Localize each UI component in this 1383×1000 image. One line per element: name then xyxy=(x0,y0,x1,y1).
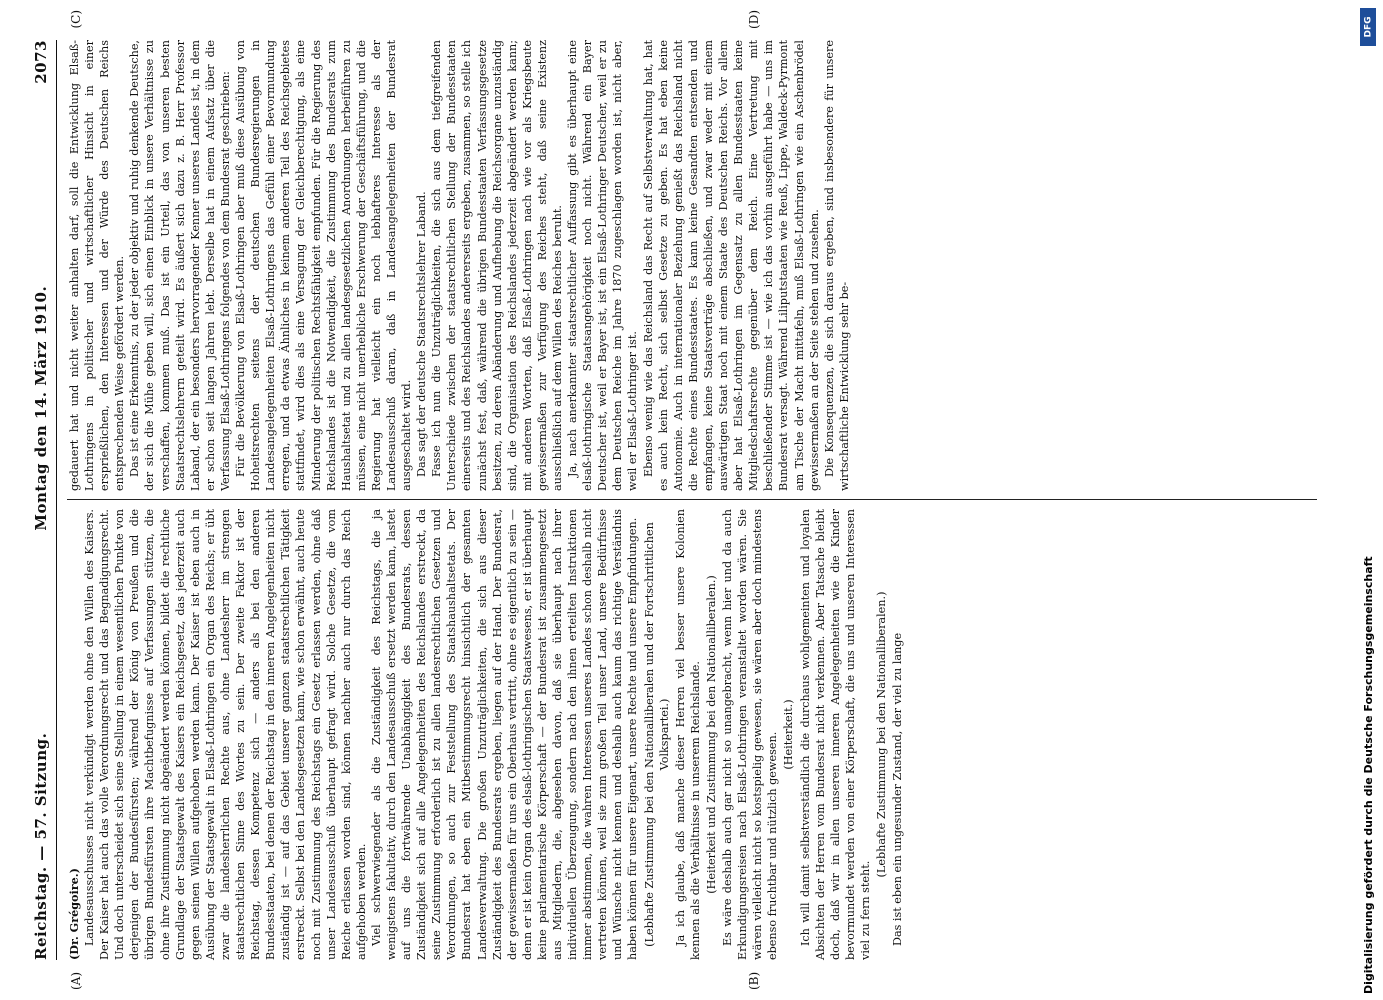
dfg-logo-text: DFG xyxy=(1363,16,1374,38)
interjection: (Lebhafte Zustimmung bei den Nationalliberalen und der Fortschrittlichen Volkspartei.) xyxy=(642,522,671,947)
interjection: (Heiterkeit und Zustimmung bei den Nationalliberalen.) xyxy=(704,575,718,894)
margin-marker-a: (A) xyxy=(69,971,83,990)
paragraph: Ja ich glaube, daß manche dieser Herren viel besser unsere Kolonien kennen als die Verhältnisse in unserem Reichslande. xyxy=(673,509,702,960)
paragraph: Landesausschusses nicht verkündigt werden ohne den Willen des Kaisers. Der Kaiser hat auch das volle Verordnungsrecht und das Begnadigungsrecht. Und doch unterscheidet sich seine Stellung in einem wesentlichen Punkte von derjenigen der Bundesfürsten; während der König von Preußen und die übrigen Bundesfürsten ihre Machtbefugnisse auf Verfassungen stützen, die ohne ihre Zustimmung nicht abgeändert werden können, bildet die rechtliche Grundlage der Staatsgewalt des Kaisers ein Reichsgesetz, das jederzeit auch gegen seinen Willen aufgehoben werden kann. Der Kaiser ist eben auch in Ausübung der Staatsgewalt in Elsaß-Lothringen ein Organ des Reichs; er übt zwar die landesherrlichen Rechte aus, ohne Landesherr im strengen staatsrechtlichen Sinne des Wortes zu sein. Der zweite Faktor ist der Reichstag, dessen Kompetenz sich — anders als bei den anderen Bundesstaaten, bei denen der Reichstag in den inneren Angelegenheiten nicht zuständig ist — auf das Gebiet unserer ganzen staatsrechtlichen Tätigkeit erstreckt. Selbst bei den Landesgesetzen kann, wie schon erwähnt, auch heute noch mit Zustimmung des Reichstags ein Gesetz erlassen werden, ohne daß unser Landesausschuß überhaupt gefragt wird. Solche Gesetze, die vom Reiche erlassen worden sind, können nachher auch nur durch das Reich aufgehoben werden. xyxy=(83,509,368,960)
margin-marker-c: (C) xyxy=(69,10,83,29)
header-left: Reichstag. — 57. Sitzung. xyxy=(32,732,50,960)
paragraph: Für die Bevölkerung von Elsaß-Lothringen aber muß diese Ausübung von Hoheitsrechten seitens der deutschen Bundesregierungen in Landesangelegenheiten Elsaß-Lothringens das Gefühl einer Bevormundung erregen, und da etwas Ähnliches in keinem anderen Teil des Reichsgebietes stattfindet, wird dies als eine Versagung der Gleichberechtigung, als eine Minderung der politischen Rechtsfähigkeit empfunden. Für die Regierung des Reichslandes ist die Notwendigkeit, die Zustimmung des Bundesrats zum Haushaltsetat und zu allen landesgesetzlichen Anordnungen herbeiführen zu müssen, eine nicht unerhebliche Erschwerung der Geschäftsführung, und die Regierung hat vielleicht ein noch lebhafteres Interesse als der Landesausschuß daran, daß in Landesangelegenheiten der Bundesrat ausgeschaltet wird. xyxy=(234,40,414,491)
paragraph: gedauert hat und nicht weiter anhalten darf, soll die Entwicklung Elsaß-Lothringens in politischer und wirtschaftlicher Hinsicht in einer ersprießlichen, den Interessen und der Würde des Deutschen Reichs entsprechenden Weise gefördert werden. xyxy=(68,40,127,491)
dfg-logo-icon xyxy=(1360,8,1376,46)
column-divider xyxy=(67,499,1317,500)
paragraph: Ebenso wenig wie das Reichsland das Recht auf Selbstverwaltung hat, hat es auch kein Recht, sich selbst Gesetze zu geben. Es hat eben keine Autonomie. Auch in internationaler Beziehung genießt das Reichsland nicht die Rechte eines Bundesstaates. Es kann keine Gesandten entsenden und empfangen, keine Staatsverträge abschließen, und zwar weder mit einem auswärtigen Staat noch mit einem Staate des Deutschen Reichs. Vor allem aber hat Elsaß-Lothringen im Gegensatz zu allen Bundesstaaten keine Mitgliedschaftsrechte gegenüber dem Reich. Eine Vertretung mit beschließender Stimme ist — wie ich das vorhin ausgeführt habe — uns im Bundesrat versagt. Während Liliputstaaten wie Reuß, Lippe, Waldeck-Pyrmont am Tische der Macht mittafeln, muß Elsaß-Lothringen wie ein Aschenbrödel gewissermaßen an der Seite stehen und zusehen. xyxy=(641,40,821,491)
paragraph: Das ist eben ein ungesunder Zustand, der viel zu lange xyxy=(891,632,905,946)
paragraph: Ja, nach anerkannter staatsrechtlicher Auffassung gibt es überhaupt eine elsaß-lothringische Staatsangehörigkeit noch nicht. Während ein Bayer Deutscher ist, weil er Bayer ist, ist ein Elsaß-Lothringer Deutscher, weil er zu dem Deutschen Reiche im Jahre 1870 zugeschlagen worden ist, nicht aber, weil er Elsaß-Lothringer ist. xyxy=(566,40,640,491)
paragraph: Viel schwerwiegender als die Zuständigkeit des Reichstags, die ja wenigstens fakultativ, durch den Landesausschuß ersetzt werden kann, lastet auf uns die fortwährende Unabhängigkeit des Bundesrats, dessen Zuständigkeit sich auf alle Angelegenheiten des Reichslandes erstreckt, da seine Zustimmung erforderlich ist zu allen landesrechtlichen Gesetzen und Verordnungen, so auch zur Feststellung des Staatshaushaltsetats. Der Bundesrat hat eben ein Mitbestimmungsrecht hinsichtlich der gesamten Landesverwaltung. Die großen Unzuträglichkeiten, die sich aus dieser Zuständigkeit des Bundesrats ergeben, liegen auf der Hand. Der Bundesrat, der gewissermaßen für uns ein Oberhaus vertritt, ohne es eigentlich zu sein — denn er ist kein Organ des elsaß-lothringischen Staatswesens, er ist überhaupt keine parlamentarische Körperschaft — der Bundesrat ist zusammengesetzt aus Mitgliedern, die, abgesehen davon, daß sie überhaupt nach ihrer individuellen Überzeugung, sondern nach den ihnen erteilten Instruktionen immer abstimmen, die wahren Interessen unseres Landes schon deshalb nicht vertreten können, weil sie zum großen Teil unser Land, unsere Bedürfnisse und Wünsche nicht kennen und deshalb auch kaum das richtige Verständnis haben können für unsere Eigenart, unsere Rechte und unsere Empfindungen. xyxy=(369,509,640,960)
paragraph: Es wäre deshalb auch gar nicht so unangebracht, wenn hier und da auch Erkundigungsreisen nach Elsaß-Lothringen veranstaltet worden wären. Sie wären vielleicht nicht so kostspielig gewesen, sie wären aber doch mindestens ebenso fruchtbar und nützlich gewesen. xyxy=(721,509,780,960)
right-column xyxy=(67,10,1317,491)
header-date: Montag den 14. März 1910. xyxy=(32,285,50,531)
paragraph: Die Konsequenzen, die sich daraus ergeben, sind insbesondere für unsere wirtschaftliche Entwicklung sehr be- xyxy=(822,40,851,491)
page-number: 2073 xyxy=(32,40,50,84)
text-columns xyxy=(67,10,1317,990)
paragraph: Das ist eine Erkenntnis, zu der jeder objektiv und ruhig denkende Deutsche, der sich die Mühe geben will, sich einen Einblick in unsere Verhältnisse zu verschaffen, kommen muß. Das ist ein Urteil, das von unseren besten Staatsrechtslehrern geteilt wird. Es äußert sich dazu z. B. Herr Professor Laband, der ein besonders hervorragender Kenner unseres Landes ist, in dem er schon seit langen Jahren lebt. Derselbe hat in einem Aufsatz über die Verfassung Elsaß-Lothringens folgendes von dem Bundesrat geschrieben: xyxy=(128,40,232,491)
speaker-label: (Dr. Grégoire.) xyxy=(67,868,81,960)
left-column xyxy=(67,509,1317,990)
paragraph: Das sagt der deutsche Staatsrechtslehrer Laband. xyxy=(415,191,429,477)
interjection: (Lebhafte Zustimmung bei den Nationalliberalen.) xyxy=(874,591,888,878)
interjection: (Heiterkeit.) xyxy=(782,699,796,770)
paragraph: Ich will damit selbstverständlich die durchaus wohlgemeinten und loyalen Absichten der Herren vom Bundesrat nicht verkennen. Aber Tatsache bleibt doch, daß wir in allen unseren inneren Angelegenheiten wie die Kinder bevormundet werden von einer Körperschaft, die uns und unseren Interessen viel zu fern steht. xyxy=(798,509,872,960)
page-header xyxy=(28,40,57,960)
paragraph: Fasse ich nun die Unzuträglichkeiten, die sich aus dem tiefgreifenden Unterschiede zwischen der staatsrechtlichen Stellung der Bundesstaaten einerseits und des Reichslandes andererseits ergeben, zusammen, so stelle ich zunächst fest, daß, während die übrigen Bundesstaaten Verfassungsgesetze besitzen, zu deren Abänderung und Aufhebung die Reichsorgane unzuständig sind, die Organisation des Reichslandes jederzeit abgeändert werden kann; mit anderen Worten, daß Elsaß-Lothringen nach wie vor als Kriegsbeute gewissermaßen zur Verfügung des Reiches steht, daß seine Existenz ausschließlich auf dem Willen des Reiches beruht. xyxy=(430,40,564,491)
margin-marker-d: (D) xyxy=(747,10,761,29)
margin-marker-b: (B) xyxy=(747,971,761,990)
digitization-note: Digitalisierung gefördert durch die Deutsche Forschungsgemeinschaft xyxy=(1362,556,1375,994)
